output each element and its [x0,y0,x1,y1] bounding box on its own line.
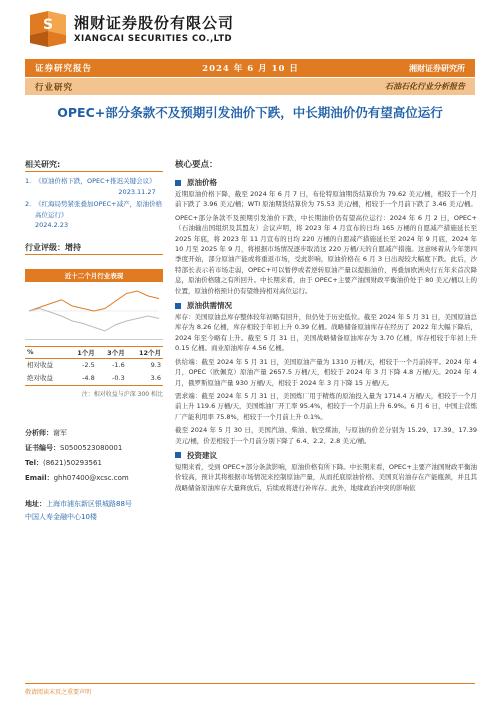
list-item[interactable]: 2. 《红海局势紧张叠加OPEC+减产，原油价格高位运行》 2024.2.23 [25,200,163,229]
related-research-heading: 相关研究: [25,158,163,172]
company-name-en: XIANGCAI SECURITIES CO.,LTD [74,34,233,44]
footer-divider [25,683,475,684]
list-item[interactable]: 1. 《原油价格下跌，OPEC+推迟关键会议》 2023.11.27 [25,177,156,196]
logo-icon [28,9,68,49]
analyst-cert: S0500523080001 [60,443,123,452]
section-heading-crude-price: 原油价格 [175,176,477,189]
series-line [29,308,159,331]
related-research-date: 2023.11.27 [118,187,156,196]
table-note: 注：相对收益与沪深 300 相比 [81,390,163,398]
company-logo [28,9,234,49]
paragraph: 截至 2024 年 5 月 30 日，美国汽油、柴油、航空煤油，与原油的价差分别为 15.29、17.39、17.39 美元/桶，价差相较于一个月前分别下降了 6.4、2.2、2.8 美元/桶。 [175,426,477,445]
section-heading-investment: 投资建议 [175,449,477,462]
paragraph: 近期原油价格下降，截至 2024 年 6 月 7 日，布伦特原油期货结算价为 79.62 美元/桶，相较于一个月前下跌了 3.96 美元/桶；WTI 原油期货结算价为 75.53 美元/桶，相较于一个月前下跌了 3.46 美元/桶。 [175,190,477,209]
performance-chart [25,282,163,340]
performance-table [25,346,163,386]
header-bar-primary [25,59,475,77]
right-column [175,158,477,496]
report-series: 石油石化行业分析报告 [385,82,465,91]
chart-title: 近十二个月行业表现 [25,269,163,282]
report-title: OPEC+部分条款不及预期引发油价下跌，中长期油价仍有望高位运行 [57,105,443,120]
report-date: 2024 年 6 月 10 日 [202,64,299,74]
analyst-email[interactable]: ghh07400@xcsc.com [53,473,129,482]
analyst-name: 谢军 [53,428,67,437]
related-research-list [25,176,163,231]
industry-rating: 行业评级： 增持 [25,241,163,255]
company-name-cn: 湘财证券股份有限公司 [74,14,235,32]
header-bar-secondary [25,78,475,95]
square-bullet-icon [175,303,181,309]
section-heading-supply-demand: 原油供需情况 [175,299,477,312]
square-bullet-icon [175,452,181,458]
left-column [25,158,163,524]
paragraph: OPEC+部分条款不及预期引发油价下跌，中长期油价仍有望高位运行：2024 年 6 月 2 日，OPEC+（石油输出国组织及其盟友）会议声明，将 2023 年 4 月宣布的日均 165 万桶的自愿减产措施延长至 2025 年底，将 2023 年 11 月宣布的日均 220 万桶的自愿减产措施延长至 2024 年 9 月底，2024 年 10 月至 2025 年 9 月，将根据市场情况逐步取消这 220 万桶/天的自愿减产措施。这意味着从今年第四季度开始，部分原油产能或将重返市场，受此影响，原油价格在 6 月 3 日出现较大幅度下跌。此后，沙特部长表示若市场走弱，OPEC+可以暂停或者逆转原油产量以提振油价，再叠加欧洲央行五年来首次降息，原油价格随之有所回升。中长期来看，由于 OPEC+主要产油国财政平衡油价处于 80 美元/桶以上的位置，原油价格预计仍有望维持相对高位运行。 [175,213,477,295]
performance-chart-svg [25,282,163,340]
related-research-title: 《原油价格下跌，OPEC+推迟关键会议》 [35,177,156,185]
related-research-title: 《红海局势紧张叠加OPEC+减产，原油价格高位运行》 [35,200,163,219]
address-block: 地址：上海市浦东新区银城路88号 中国人寿金融中心10楼 [25,499,132,521]
svg-text:S: S [42,17,54,33]
rating-value: 增持 [65,242,81,252]
analyst-info: 分析师：谢军 证书编号：S0500523080001 Tel：(8621)50293561 Email：ghh07400@xcsc.com [25,428,129,482]
report-kind: 行业研究 [35,82,74,93]
institute-name: 湘财证券研究所 [409,63,465,73]
paragraph: 短期来看，受到 OPEC+部分条款影响，原油价格有所下降。中长期来看，OPEC+主要产油国财政平衡油价较高，预计其将根据市场情况来控制原油产量，从而托底原油价格。美国页岩油存在产能瓶颈，并且其战略储备原油库存大量释放后，后续或将进行补库存。此外，地缘政治冲突的影响依 [175,462,477,492]
table-row: 绝对收益 -4.8 -0.3 3.6 [25,372,163,386]
table-row: 相对收益 -2.5 -1.6 9.3 [27,360,161,369]
paragraph: 需求端：截至 2024 年 5 月 31 日，美国炼厂用于精炼的原油投入量为 1714.4 万桶/天，相较于一个月前上升 119.6 万桶/天，美国炼油厂开工率 95.4%，相较于一个月前上升 6.9%。6 月 6 日，中国主营炼厂产能利用率 75.8%，相较于一个月前上升 0.1%。 [175,391,477,421]
square-bullet-icon [175,180,181,186]
core-points-heading: 核心要点： [175,160,218,170]
paragraph: 供给端：截至 2024 年 5 月 31 日，美国原油产量为 1310 万桶/天，相较于一个月前持平。2024 年 4 月，OPEC（欧佩克）原油产量 2657.5 万桶/天，相较于 2024 年 3 月下降 4.8 万桶/天。2024 年 4 月，俄罗斯原油产量 930 万桶/天，相较于 2024 年 3 月下降 15 万桶/天。 [175,357,477,387]
analyst-tel: (8621)50293561 [43,458,102,467]
table-header-row: % 1个月 3个月 12个月 [27,348,161,357]
paragraph: 库存：美国原油总库存整体较年初略有回升，但仍处于历史低位。截至 2024 年 5 月 31 日，美国原油总库存为 8.26 亿桶，库存相较于年初上升 0.39 亿桶。战略储备原油库存在经历了 2022 年大幅下降后，2024 年至今略有上升。截至 5 月 31 日，美国战略储备原油库存为 3.70 亿桶，库存相较于年初上升 0.15 亿桶。商业原油库存 4.56 亿桶。 [175,313,477,353]
report-type: 证券研究报告 [35,64,93,74]
related-research-date: 2024.2.23 [35,221,69,229]
footer-disclaimer[interactable]: 敬请阅读末页之重要声明 [25,689,92,696]
series-line [29,291,159,311]
